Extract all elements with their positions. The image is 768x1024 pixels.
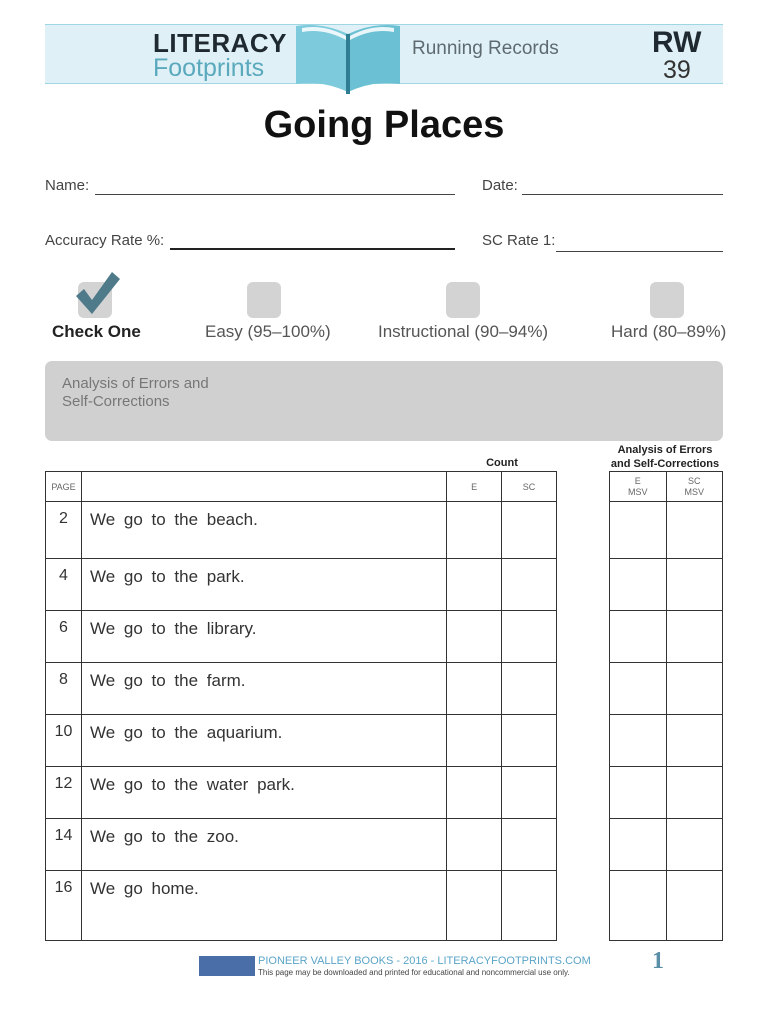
reading-text-cell: We go to the aquarium. [81,715,446,767]
sc-count-cell[interactable] [502,502,557,559]
count-label: Count [486,457,518,469]
reading-text-cell: We go to the park. [81,559,446,611]
e-msv-header-line1: E [634,475,641,486]
publisher-logo [199,956,255,976]
open-book-icon [292,18,404,96]
e-msv-cell[interactable] [610,819,667,871]
sc-count-cell[interactable] [502,559,557,611]
analysis-box-text: Analysis of Errors and Self-Corrections [62,375,209,410]
table-row [46,819,557,871]
reading-text-cell: We go to the zoo. [81,819,446,871]
easy-label: Easy (95–100%) [205,322,331,341]
sc-msv-cell[interactable] [666,715,723,767]
e-count-cell[interactable] [447,663,502,715]
page-header: PAGE [46,472,82,502]
hard-checkbox[interactable] [650,282,684,318]
check-one-label: Check One [52,322,141,341]
analysis-row [610,767,723,819]
e-msv-header-line2: MSV [627,486,648,497]
sc-msv-header-line2: MSV [684,486,704,497]
analysis-title-line2: and Self-Corrections [610,458,720,470]
analysis-title-line1: Analysis of Errors [617,444,713,456]
name-field[interactable] [95,194,455,195]
analysis-table [609,471,723,941]
page-number-cell: 14 [46,819,82,871]
analysis-row [610,819,723,871]
table-row [46,611,557,663]
e-msv-cell[interactable] [610,663,667,715]
running-record-table [45,471,557,941]
sc-count-cell[interactable] [502,871,557,941]
sc-msv-header-line1: SC [687,475,701,486]
sc-msv-cell[interactable] [666,819,723,871]
e-count-cell[interactable] [447,819,502,871]
sc-rate-label: SC Rate 1: [482,232,556,249]
table-row [46,502,557,559]
analysis-row [610,663,723,715]
series-number: 39 [663,56,691,84]
sc-count-cell[interactable] [502,819,557,871]
sc-rate-field[interactable] [556,251,723,252]
e-count-cell[interactable] [447,767,502,819]
page-number-cell: 16 [46,871,82,941]
text-header [81,472,446,502]
e-count-cell[interactable] [447,715,502,767]
footer-usage-text: This page may be downloaded and printed for educational and noncommercial use only. [258,968,570,977]
analysis-row [610,559,723,611]
logo-literacy: LITERACY [153,28,287,58]
e-msv-cell[interactable] [610,502,667,559]
accuracy-rate-field[interactable] [170,248,455,250]
e-count-cell[interactable] [447,611,502,663]
sc-msv-cell[interactable] [666,559,723,611]
instructional-checkbox[interactable] [446,282,480,318]
table-row [46,715,557,767]
table-row [46,767,557,819]
reading-text-cell: We go home. [81,871,446,941]
e-msv-cell[interactable] [610,611,667,663]
name-label: Name: [45,177,90,194]
e-msv-cell[interactable] [610,559,667,611]
analysis-row [610,502,723,559]
page-number-cell: 12 [46,767,82,819]
sc-msv-cell[interactable] [666,502,723,559]
instructional-label: Instructional (90–94%) [378,322,549,341]
analysis-row [610,715,723,767]
e-msv-header [610,472,667,502]
sc-msv-cell[interactable] [666,611,723,663]
table-row [46,871,557,941]
date-label: Date: [482,177,518,194]
logo-footprints: Footprints [153,54,265,82]
sc-msv-cell[interactable] [666,871,723,941]
e-msv-cell[interactable] [610,767,667,819]
easy-checkbox[interactable] [247,282,281,318]
page-number: 1 [652,948,664,974]
reading-text-cell: We go to the water park. [81,767,446,819]
analysis-row [610,611,723,663]
date-field[interactable] [522,194,723,195]
reading-text-cell: We go to the library. [81,611,446,663]
e-count-cell[interactable] [447,871,502,941]
sc-header: SC [502,472,557,502]
accuracy-rate-label: Accuracy Rate %: [45,232,165,249]
hard-label: Hard (80–89%) [611,322,727,341]
analysis-table-title [604,443,726,471]
page-number-cell: 2 [46,502,82,559]
table-row [46,559,557,611]
sc-msv-cell[interactable] [666,767,723,819]
series-code: RW [652,26,702,59]
reading-text-cell: We go to the farm. [81,663,446,715]
page-number-cell: 8 [46,663,82,715]
footer-publisher-text: PIONEER VALLEY BOOKS - 2016 - LITERACYFOOTPRINTS.COM [258,955,591,967]
sc-msv-header [666,472,723,502]
sc-count-cell[interactable] [502,663,557,715]
e-header: E [447,472,502,502]
document-title: Going Places [263,104,505,146]
table-row [46,663,557,715]
sc-count-cell[interactable] [502,611,557,663]
header-title: Running Records [412,38,559,59]
sc-count-cell[interactable] [502,767,557,819]
sc-count-cell[interactable] [502,715,557,767]
reading-text-cell: We go to the beach. [81,502,446,559]
e-count-cell[interactable] [447,502,502,559]
page-number-cell: 4 [46,559,82,611]
e-count-cell[interactable] [447,559,502,611]
analysis-row [610,871,723,941]
checkmark-icon [72,270,122,318]
e-msv-cell[interactable] [610,715,667,767]
sc-msv-cell[interactable] [666,663,723,715]
page-number-cell: 6 [46,611,82,663]
page-number-cell: 10 [46,715,82,767]
e-msv-cell[interactable] [610,871,667,941]
